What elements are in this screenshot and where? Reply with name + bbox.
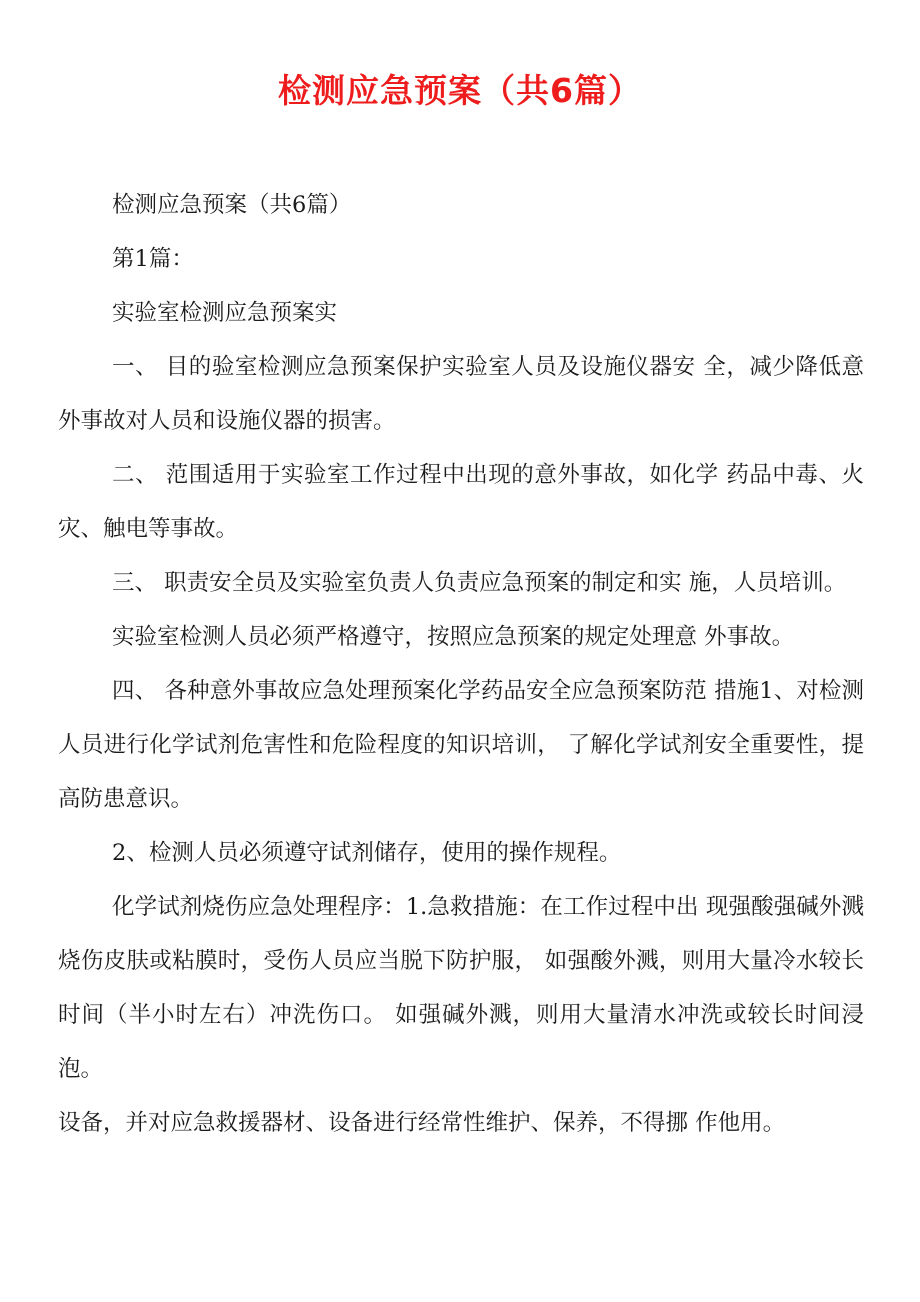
paragraph-subtitle: 实验室检测应急预案实	[112, 300, 338, 326]
paragraph-compliance: 实验室检测人员必须严格遵守，按照应急预案的规定处理意 外事故。	[112, 624, 795, 650]
document-body	[58, 178, 864, 1150]
paragraph-part-label: 第1篇：	[112, 246, 194, 272]
paragraph-operating-rules: 2、检测人员必须遵守试剂储存，使用的操作规程。	[112, 840, 622, 866]
paragraph-burn-procedure: 化学试剂烧伤应急处理程序：1.急救措施：在工作过程中出 现强酸强碱外溅烧伤皮肤或粘膜时，受伤人员应当脱下防护服， 如强酸外溅，则用大量冷水较长时间（半小时左右）冲洗伤口。 如强碱外溅，则用大量清水冲洗或较长时间浸泡。	[58, 894, 864, 1082]
paragraph-scope: 二、 范围适用于实验室工作过程中出现的意外事故，如化学 药品中毒、火灾、触电等事故。	[58, 462, 864, 542]
paragraph-purpose: 一、 目的验室检测应急预案保护实验室人员及设施仪器安 全，减少降低意外事故对人员和设施仪器的损害。	[58, 354, 864, 434]
paragraph-emergency-plans: 四、 各种意外事故应急处理预案化学药品安全应急预案防范 措施1、对检测人员进行化学试剂危害性和危险程度的知识培训， 了解化学试剂安全重要性，提高防患意识。	[58, 678, 864, 812]
paragraph-heading: 检测应急预案（共6篇）	[112, 192, 352, 218]
paragraph-equipment: 设备，并对应急救援器材、设备进行经常性维护、保养，不得挪 作他用。	[58, 1110, 786, 1136]
paragraph-duties: 三、 职责安全员及实验室负责人负责应急预案的制定和实 施，人员培训。	[112, 570, 847, 596]
document-title: 检测应急预案（共6篇）	[278, 71, 642, 110]
